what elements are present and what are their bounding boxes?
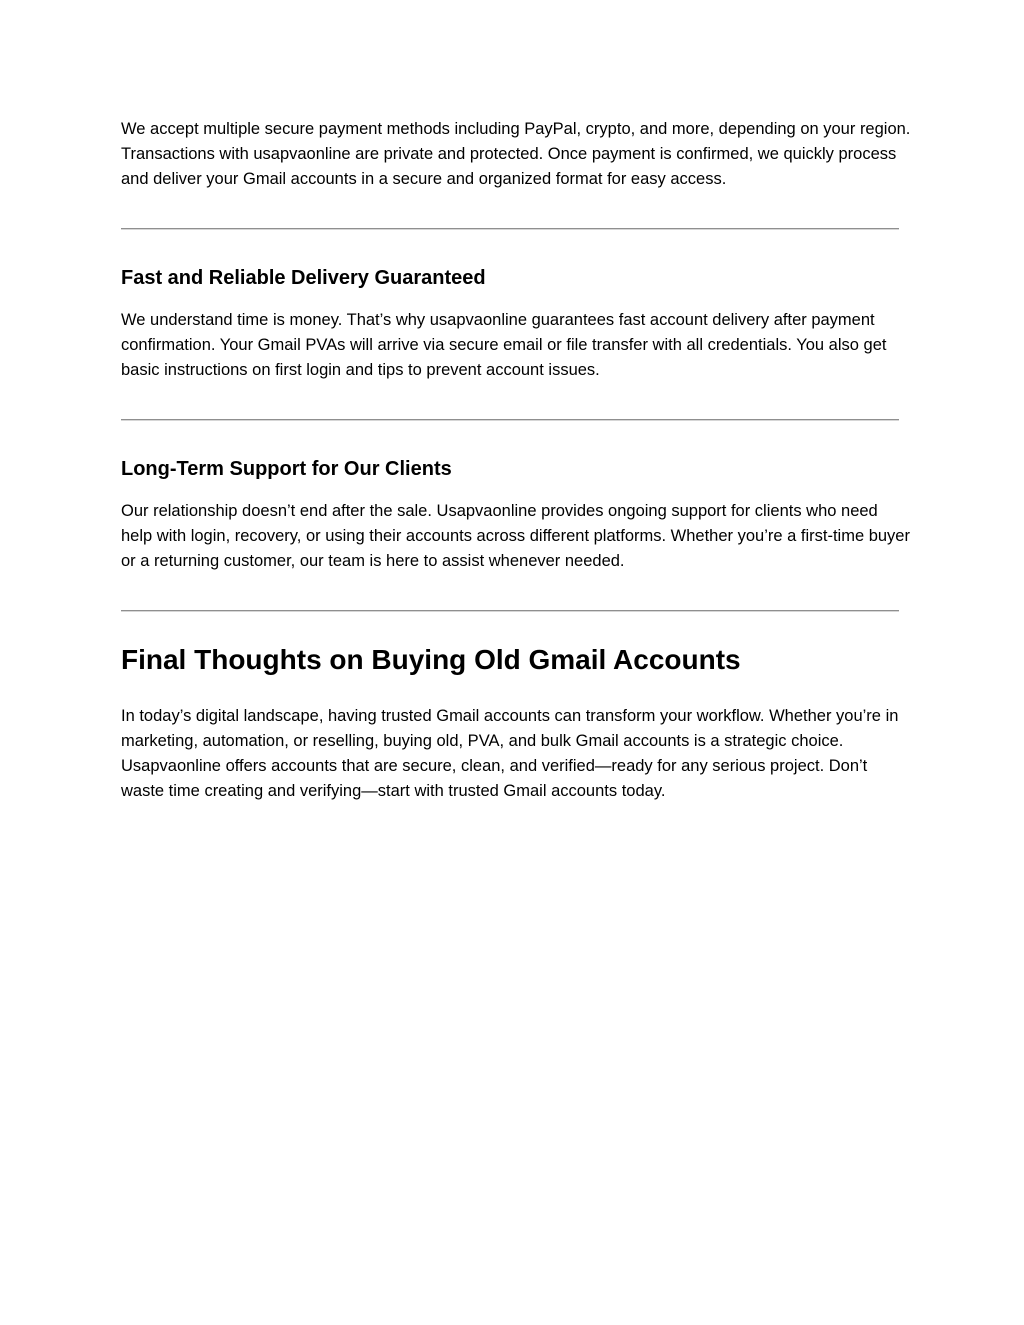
horizontal-divider xyxy=(121,610,899,612)
heading-final-thoughts: Final Thoughts on Buying Old Gmail Accounts xyxy=(121,644,741,675)
paragraph-long-term-support: Our relationship doesn’t end after the sale. Usapvaonline provides ongoing support for clients who need help with login, recovery, or using their accounts across different platforms. Whether you’re a first-time buyer or a returning customer, our team is here to assist whenever needed. xyxy=(121,502,910,570)
paragraph-payment-intro: We accept multiple secure payment methods including PayPal, crypto, and more, depending on your region. Transactions with usapvaonline are private and protected. Once payment is confirmed, we quickly process and deliver your Gmail accounts in a secure and organized format for easy access. xyxy=(121,120,911,188)
horizontal-divider xyxy=(121,419,899,421)
heading-long-term-support: Long-Term Support for Our Clients xyxy=(121,458,452,480)
horizontal-divider xyxy=(121,228,899,230)
document-content xyxy=(121,117,913,804)
heading-fast-delivery: Fast and Reliable Delivery Guaranteed xyxy=(121,267,486,289)
paragraph-final-thoughts: In today’s digital landscape, having trusted Gmail accounts can transform your workflow. Whether you’re in marketing, automation, or reselling, buying old, PVA, and bulk Gmail accounts is a strategic choice. Usapvaonline offers accounts that are secure, clean, and verified—ready for any serious project. Don’t waste time creating and verifying—start with trusted Gmail accounts today. xyxy=(121,707,899,800)
paragraph-fast-delivery: We understand time is money. That’s why usapvaonline guarantees fast account delivery after payment confirmation. Your Gmail PVAs will arrive via secure email or file transfer with all credentials. You also get basic instructions on first login and tips to prevent account issues. xyxy=(121,311,887,379)
